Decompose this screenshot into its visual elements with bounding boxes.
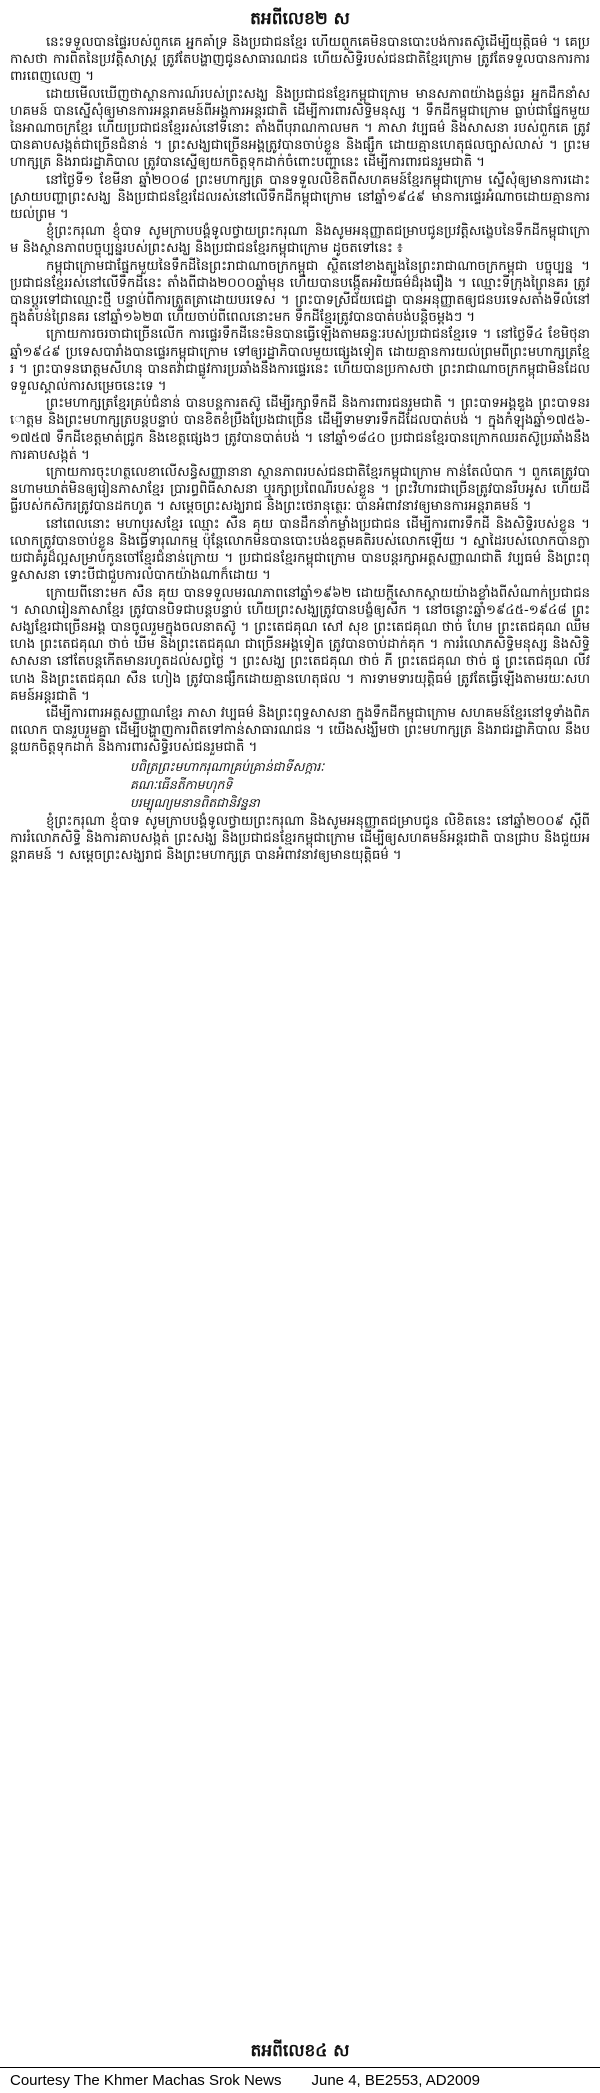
continued-heading-bottom: តអពីលេខ៤ ស bbox=[250, 2041, 350, 2061]
closing-paragraph: ខ្ញុំព្រះករុណា ខ្ញុំបាទ សូមក្រាបបង្គំទូលថ្វាយព្រះករុណា និងសូមអនុញ្ញាតជម្រាបជូន លិខិតនេះ នៅឆ្នាំ២០០៩ ស្តីពីការរំលោភសិទ្ធិ និងការគាបសង្កត់ ព្រះសង្ឃ និងប្រជាជនខ្មែរកម្ពុជាក្រោម ដើម្បីឲ្យសហគមន៍អន្តរជាតិ បានជ្រាប និងជួយអន្តរាគមន៍ ។ សម្តេចព្រះសង្ឃរាជ និងព្រះមហាក្សត្រ បានអំពាវនាវឲ្យមានយុត្តិធម៌ ។ bbox=[10, 813, 590, 863]
paragraph-3: នៅថ្ងៃទី១ ខែមីនា ឆ្នាំ២០០៨ ព្រះមហាក្សត្រ បានទទួលលិខិតពីសហគមន៍ខ្មែរកម្ពុជាក្រោម ស្នើសុំឲ្យមានការដោះស្រាយបញ្ហាព្រះសង្ឃ និងប្រជាជនខ្មែរដែលរស់នៅលើទឹកដីកម្ពុជាក្រោម នៅឆ្នាំ១៩៤៩ មានការផ្ទេរអំណាចដោយគ្មានការយល់ព្រម ។ bbox=[10, 172, 590, 223]
verse-line-1: បពិត្រព្រះមហាករុណាគ្រប់គ្រាន់ជាទីសក្ការៈ bbox=[130, 758, 325, 774]
paragraph-2: ដោយមើលឃើញថាស្ថានការណ៍របស់ព្រះសង្ឃ និងប្រជាជនខ្មែរកម្ពុជាក្រោម មានសភាពយ៉ាងធ្ងន់ធ្ងរ អ្នកដឹកនាំសហគមន៍ បានស្នើសុំឲ្យមានការអន្តរាគមន៍ពីអង្គការអន្តរជាតិ ដើម្បីការពារសិទ្ធិមនុស្ស ។ ទឹកដីកម្ពុជាក្រោម ធ្លាប់ជាផ្នែកមួយនៃអាណាចក្រខ្មែរ ហើយប្រជាជនខ្មែររស់នៅទីនោះ តាំងពីបុរាណកាលមក ។ ភាសា វប្បធម៌ និងសាសនា របស់ពួកគេ ត្រូវបានគាបសង្កត់ជាច្រើនជំនាន់ ។ ព្រះសង្ឃជាច្រើនអង្គត្រូវបានចាប់ខ្លួន និងផ្សឹក ដោយគ្មានហេតុផលច្បាស់លាស់ ។ ព្រះមហាក្សត្រ និងរាជរដ្ឋាភិបាល ត្រូវបានស្នើឲ្យយកចិត្តទុកដាក់ចំពោះបញ្ហានេះ ដើម្បីការពារជនរួមជាតិ ។ bbox=[10, 86, 590, 171]
paragraph-1: នេះទទួលបានផ្ទៃរបស់ពួកគេ អ្នកគាំទ្រ និងប្រជាជនខ្មែរ ហើយពួកគេមិនបានបោះបង់ការតស៊ូដើម្បីយុត្តិធម៌ ។ គេប្រកាសថា ការពិតនៃប្រវត្តិសាស្ត្រ ត្រូវតែបង្ហាញជូនសាធារណជន ហើយសិទ្ធិរបស់ជនជាតិខ្មែរក្រោម ត្រូវតែទទួលបានការការពារពេញលេញ ។ bbox=[10, 35, 590, 85]
paragraph-10: ក្រោយពីនោះមក សឺន គុយ បានទទួលមរណភាពនៅឆ្នាំ១៩៦២ ដោយក្តីសោកស្តាយយ៉ាងខ្លាំងពីសំណាក់ប្រជាជន ។ សាលារៀនភាសាខ្មែរ ត្រូវបានបិទជាបន្តបន្ទាប់ ហើយព្រះសង្ឃត្រូវបានបង្ខំឲ្យសឹក ។ នៅចន្លោះឆ្នាំ១៩៤៥-១៩៤៨ ព្រះសង្ឃខ្មែរជាច្រើនអង្គ បានចូលរួមក្នុងចលនាតស៊ូ ។ ព្រះតេជគុណ សៅ សុខ ព្រះតេជគុណ ថាច់ ហែម ព្រះតេជគុណ ឈឹម ហេង ព្រះតេជគុណ ថាច់ ឃីម និងព្រះតេជគុណ ជាច្រើនអង្គទៀត ត្រូវបានចាប់ដាក់គុក ។ ការរំលោភសិទ្ធិមនុស្ស និងសិទ្ធិសាសនា នៅតែបន្តកើតមានរហូតដល់សព្វថ្ងៃ ។ ព្រះសង្ឃ ព្រះតេជគុណ ថាច់ ភី ព្រះតេជគុណ ថាច់ ផូ ព្រះតេជគុណ លីវ ហេង និងព្រះតេជគុណ សឺន ហៀង ត្រូវបានផ្សឹកដោយគ្មានហេតុផល ។ ការទាមទារយុត្តិធម៌ ត្រូវតែធ្វើឡើងតាមរយៈសហគមន៍អន្តរជាតិ ។ bbox=[10, 585, 590, 704]
paragraph-8: ក្រោយការចុះហត្ថលេខាលើសន្ធិសញ្ញានានា ស្ថានភាពរបស់ជនជាតិខ្មែរកម្ពុជាក្រោម កាន់តែលំបាក ។ ពួកគេត្រូវបានហាមឃាត់មិនឲ្យរៀនភាសាខ្មែរ ប្រារព្ធពិធីសាសនា ឬរក្សាប្រពៃណីរបស់ខ្លួន ។ ព្រះវិហារជាច្រើនត្រូវបានរឹបអូស ហើយដីធ្លីរបស់កសិករត្រូវបានដកហូត ។ សម្តេចព្រះសង្ឃរាជ និងព្រះថេរានុត្ថេរៈ បានអំពាវនាវឲ្យមានការអន្តរាគមន៍ ។ bbox=[10, 465, 590, 515]
footer-credit-bar bbox=[0, 2067, 600, 2093]
continued-heading-top: តអពីលេខ២ ស bbox=[250, 9, 350, 29]
paragraph-6: ក្រោយការចរចាជាច្រើនលើក ការផ្ទេរទឹកដីនេះមិនបានធ្វើឡើងតាមឆន្ទៈរបស់ប្រជាជនខ្មែរទេ ។ នៅថ្ងៃទី៤ ខែមិថុនា ឆ្នាំ១៩៤៩ ប្រទេសបារាំងបានផ្ទេរកម្ពុជាក្រោម ទៅឲ្យរដ្ឋាភិបាលមួយផ្សេងទៀត ដោយគ្មានការយល់ព្រមពីព្រះមហាក្សត្រខ្មែរ ។ ព្រះបាទនរោត្តមសីហនុ បានតវ៉ាជាផ្លូវការប្រឆាំងនឹងការផ្ទេរនេះ ហើយបានប្រកាសថា ព្រះរាជាណាចក្រកម្ពុជាមិនដែលទទួលស្គាល់ការសម្រេចនេះទេ ។ bbox=[10, 327, 590, 395]
verse-line-3: បរម្បុណ្យមនានពិតជានិវន្ននា bbox=[130, 794, 260, 810]
verse-line-2: គណៈធើនតីកាមហុកទិ bbox=[130, 776, 233, 792]
footer-credit: Courtesy The Khmer Machas Srok News bbox=[10, 2072, 282, 2089]
article-body bbox=[10, 34, 590, 2032]
paragraph-9: នៅពេលនោះ មហាបុរសខ្មែរ ឈ្មោះ សឺន គុយ បានដឹកនាំកម្លាំងប្រជាជន ដើម្បីការពារទឹកដី និងសិទ្ធិរបស់ខ្លួន ។ លោកត្រូវបានចាប់ខ្លួន និងធ្វើទារុណកម្ម ប៉ុន្តែលោកមិនបានបោះបង់ឧត្តមគតិរបស់លោកឡើយ ។ ស្នាដៃរបស់លោកបានក្លាយជាគំរូដ៏ល្អសម្រាប់កូនចៅខ្មែរជំនាន់ក្រោយ ។ ប្រជាជនខ្មែរកម្ពុជាក្រោម បានបន្តរក្សាអត្តសញ្ញាណជាតិ វប្បធម៌ និងព្រះពុទ្ធសាសនា ទោះបីជាជួបការលំបាកយ៉ាងណាក៏ដោយ ។ bbox=[10, 516, 590, 584]
paragraph-7: ព្រះមហាក្សត្រខ្មែរគ្រប់ជំនាន់ បានបន្តការតស៊ូ ដើម្បីរក្សាទឹកដី និងការពារជនរួមជាតិ ។ ព្រះបាទអង្គឌួង ព្រះបាទនរោត្តម និងព្រះមហាក្សត្របន្តបន្ទាប់ បានខិតខំប្រឹងប្រែងជាច្រើន ដើម្បីទាមទារទឹកដីដែលបាត់បង់ ។ ក្នុងកំឡុងឆ្នាំ១៧៥៦-១៧៥៧ ទឹកដីខេត្តមាត់ជ្រូក និងខេត្តផ្សេងៗ ត្រូវបានបាត់បង់ ។ នៅឆ្នាំ១៨៤០ ប្រជាជនខ្មែរបានក្រោកឈរតស៊ូប្រឆាំងនឹងការគាបសង្កត់ ។ bbox=[10, 396, 590, 463]
paragraph-11: ដើម្បីការពារអត្តសញ្ញាណខ្មែរ ភាសា វប្បធម៌ និងព្រះពុទ្ធសាសនា ក្នុងទឹកដីកម្ពុជាក្រោម សហគមន៍ខ្មែរនៅទូទាំងពិភពលោក បានរួបរួមគ្នា ដើម្បីបង្ហាញការពិតទៅកាន់សាធារណជន ។ យើងសង្ឃឹមថា ព្រះមហាក្សត្រ និងរាជរដ្ឋាភិបាល នឹងបន្តយកចិត្តទុកដាក់ និងការពារសិទ្ធិរបស់ជនរួមជាតិ ។ bbox=[10, 705, 590, 756]
paragraph-4: ខ្ញុំព្រះករុណា ខ្ញុំបាទ សូមក្រាបបង្គំទូលថ្វាយព្រះករុណា និងសូមអនុញ្ញាតជម្រាបជូនប្រវត្តិសង្ខេបនៃទឹកដីកម្ពុជាក្រោម និងស្ថានភាពបច្ចុប្បន្នរបស់ព្រះសង្ឃ និងប្រជាជនខ្មែរកម្ពុជាក្រោម ដូចតទៅនេះ ៖ bbox=[10, 224, 590, 257]
paragraph-5: កម្ពុជាក្រោមជាផ្នែកមួយនៃទឹកដីនៃព្រះរាជាណាចក្រកម្ពុជា ស្ថិតនៅខាងត្បូងនៃព្រះរាជាណាចក្រកម្ពុជា បច្ចុប្បន្ន ។ ប្រជាជនខ្មែររស់នៅលើទឹកដីនេះ តាំងពីជាង២០០០ឆ្នាំមុន ហើយបានបង្កើតអរិយធម៌ដ៏រុងរឿង ។ ឈ្មោះទីក្រុងព្រៃនគរ ត្រូវបានប្តូរទៅជាឈ្មោះថ្មី បន្ទាប់ពីការត្រួតត្រាដោយបរទេស ។ ព្រះបាទស្រីជ័យជេដ្ឋា បានអនុញ្ញាតឲ្យជនបរទេសតាំងទីលំនៅ ក្នុងតំបន់ព្រៃនគរ នៅឆ្នាំ១៦២៣ ហើយចាប់ពីពេលនោះមក ទឹកដីខ្មែរត្រូវបានបាត់បង់បន្តិចម្តងៗ ។ bbox=[10, 258, 590, 326]
footer-date: June 4, BE2553, AD2009 bbox=[311, 2072, 480, 2089]
